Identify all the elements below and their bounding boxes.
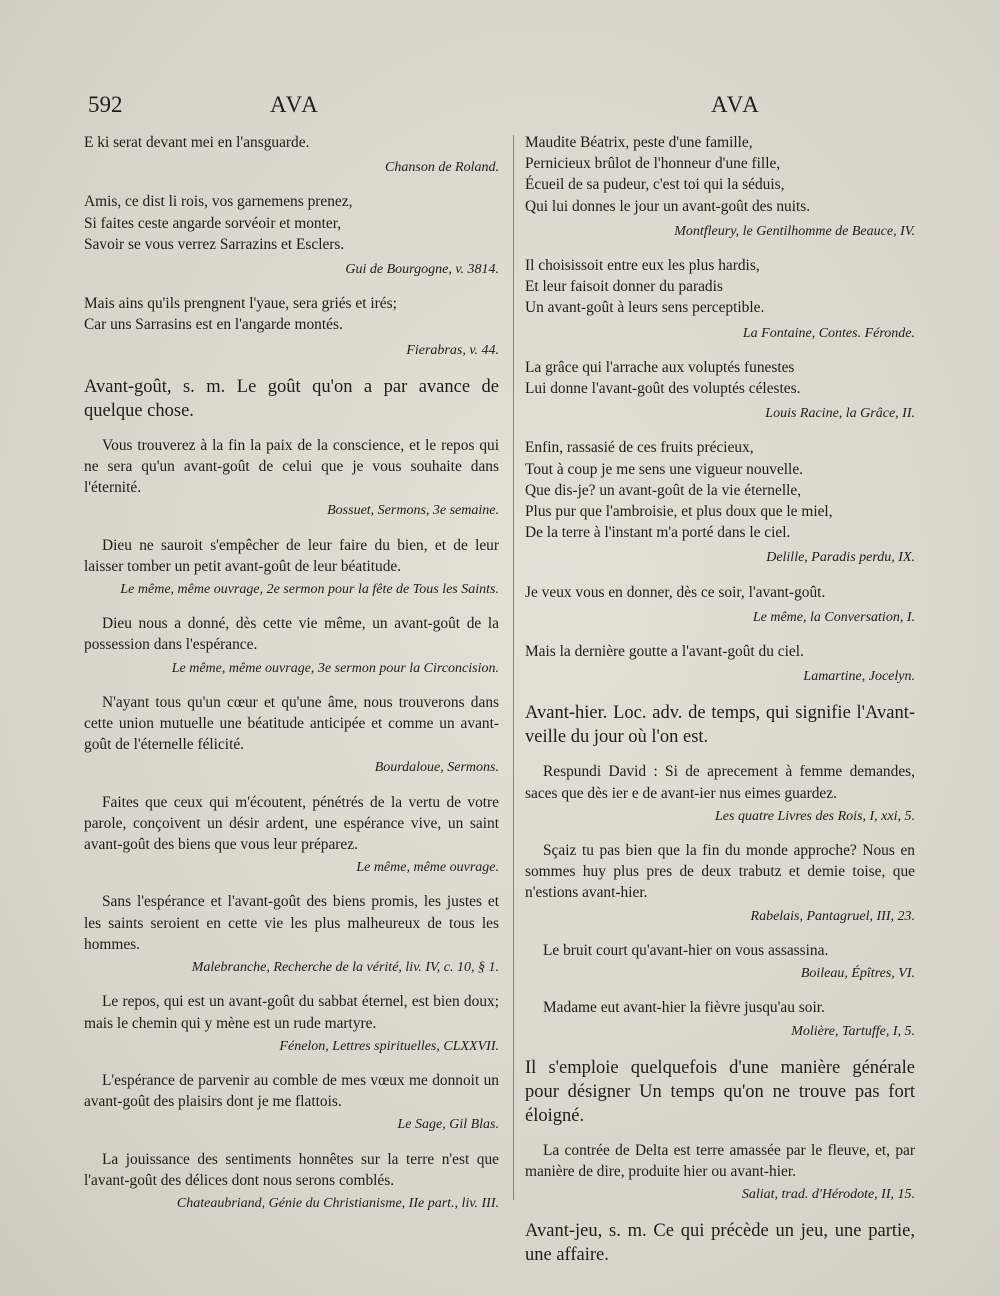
prose-quotation: L'espérance de parvenir au comble de mes vœux me donnoit un avant-goût des plaisirs dont je me flattois.	[84, 1071, 499, 1111]
verse-line: Je veux vous en donner, dès ce soir, l'avant-goût.	[525, 583, 826, 601]
verse-quotation	[84, 293, 499, 335]
citation-source: Le même, la Conversation, I.	[752, 609, 915, 625]
citation-source: Saliat, trad. d'Hérodote, II, 15.	[741, 1187, 915, 1203]
entry-heading: Avant-goût, s. m. Le goût qu'on a par avance de quelque chose.	[84, 376, 499, 421]
citation-source: Louis Racine, la Grâce, II.	[765, 406, 915, 422]
verse-quotation	[525, 255, 915, 319]
prose-quotation: Madame eut avant-hier la fièvre jusqu'au soir.	[543, 999, 825, 1017]
prose-quotation: Respundi David : Si de aprecement à femme demandes, saces que dès ier e de avant-ier nus eimes guardez.	[525, 763, 915, 802]
page-number: 592	[88, 92, 123, 117]
verse-line: Qui lui donnes le jour un avant-goût des nuits.	[525, 197, 811, 215]
citation-source: Le même, même ouvrage, 2e sermon pour la fête de Tous les Saints.	[120, 582, 499, 598]
verse-line: De la terre à l'instant m'a porté dans le ciel.	[525, 524, 791, 542]
verse-quotation	[525, 641, 915, 662]
verse-line: Savoir se vous verrez Sarrazins et Esclers.	[84, 235, 345, 253]
prose-quotation: Le repos, qui est un avant-goût du sabbat éternel, est bien doux; mais le chemin qui y mène est un rude martyre.	[84, 993, 499, 1032]
verse-quotation	[525, 582, 915, 603]
prose-quotation: Dieu nous a donné, dès cette vie même, un avant-goût de la possession dans l'espérance.	[84, 615, 499, 654]
citation-source: Malebranche, Recherche de la vérité, liv. IV, c. 10, § 1.	[191, 960, 499, 976]
verse-line: Amis, ce dist li rois, vos garnemens prenez,	[84, 193, 353, 211]
verse-line: Mais la dernière goutte a l'avant-goût du ciel.	[525, 643, 804, 661]
citation-source: Montfleury, le Gentilhomme de Beauce, IV.	[674, 223, 915, 239]
verse-line: Mais ains qu'ils prengnent l'yaue, sera griés et irés;	[84, 295, 397, 313]
verse-line: Si faites ceste angarde sorvéoir et monter,	[84, 214, 342, 232]
verse-line: Un avant-goût à leurs sens perceptible.	[525, 299, 765, 317]
citation-source: La Fontaine, Contes. Féronde.	[742, 325, 915, 341]
prose-quotation: Sans l'espérance et l'avant-goût des biens promis, les justes et les saints seroient en cette vie les plus malheureux de tous les hommes.	[84, 893, 499, 953]
verse-line: Lui donne l'avant-goût des voluptés célestes.	[525, 380, 801, 398]
citation-source: Bourdaloue, Sermons.	[374, 760, 499, 776]
citation-source: Delille, Paradis perdu, IX.	[766, 550, 915, 566]
verse-line: Tout à coup je me sens une vigueur nouvelle.	[525, 460, 804, 478]
verse-quotation	[84, 191, 499, 255]
verse-quotation	[84, 132, 499, 153]
citation-source: Gui de Bourgogne, v. 3814.	[345, 262, 499, 278]
prose-quotation: La contrée de Delta est terre amassée par le fleuve, et, par manière de dire, produite hier ou avant-hier.	[525, 1141, 915, 1180]
citation-source: Bossuet, Sermons, 3e semaine.	[327, 503, 499, 519]
prose-quotation: N'ayant tous qu'un cœur et qu'une âme, nous trouverons dans cette union mutuelle une béatitude anticipée et comme un avant-goût de l'éternelle félicité.	[84, 693, 499, 754]
citation-source: Chateaubriand, Génie du Christianisme, IIe part., liv. III.	[176, 1195, 499, 1211]
citation-source: Molière, Tartuffe, I, 5.	[791, 1023, 915, 1039]
verse-line: E ki serat devant mei en l'ansguarde.	[84, 134, 310, 151]
prose-quotation: La jouissance des sentiments honnêtes sur la terre n'est que l'avant-goût des délices dont nous serons comblés.	[84, 1150, 499, 1189]
page-header	[88, 92, 908, 122]
verse-line: Pernicieux brûlot de l'honneur d'une fille,	[525, 155, 781, 173]
citation-source: Fierabras, v. 44.	[406, 342, 499, 358]
citation-source: Rabelais, Pantagruel, III, 23.	[750, 908, 915, 924]
running-head-left: AVA	[270, 92, 320, 117]
citation-source: Lamartine, Jocelyn.	[803, 669, 915, 685]
verse-line: Et leur faisoit donner du paradis	[525, 278, 723, 296]
verse-line: Car uns Sarrasins est en l'angarde montés.	[84, 316, 343, 334]
right-column	[525, 132, 915, 1279]
prose-quotation: Vous trouverez à la fin la paix de la conscience, et le repos qui ne sera qu'un avant-goût de celui que je vous souhaite dans l'éternité.	[84, 436, 499, 497]
verse-quotation	[525, 437, 915, 543]
citation-source: Le même, même ouvrage, 3e sermon pour la Circoncision.	[171, 660, 499, 676]
prose-quotation: Sçaiz tu pas bien que la fin du monde approche? Nous en sommes huy plus pres de deux trabutz et demie toise, que n'estions avant-hier.	[525, 842, 915, 902]
verse-quotation	[525, 357, 915, 399]
verse-line: Plus pur que l'ambroisie, et plus doux que le miel,	[525, 503, 833, 521]
running-head-right: AVA	[711, 92, 761, 117]
verse-line: Il choisissoit entre eux les plus hardis,	[525, 257, 760, 275]
verse-quotation	[525, 132, 915, 217]
left-column	[84, 132, 499, 1227]
prose-quotation: Dieu ne sauroit s'empêcher de leur faire du bien, et de leur laisser tomber un petit avant-goût de leur béatitude.	[84, 536, 499, 575]
column-divider	[513, 135, 514, 1200]
citation-source: Fénelon, Lettres spirituelles, CLXXVII.	[279, 1038, 499, 1054]
citation-source: Chanson de Roland.	[385, 160, 499, 176]
prose-quotation: Le bruit court qu'avant-hier on vous assassina.	[543, 941, 829, 959]
entry-heading: Avant-jeu, s. m. Ce qui précède un jeu, une partie, une affaire.	[525, 1221, 915, 1266]
verse-line: Enfin, rassasié de ces fruits précieux,	[525, 439, 754, 457]
entry-heading: Il s'emploie quelquefois d'une manière générale pour désigner Un temps qu'on ne trouve pas fort éloigné.	[525, 1057, 915, 1126]
citation-source: Boileau, Épîtres, VI.	[800, 966, 915, 982]
citation-source: Le même, même ouvrage.	[356, 860, 499, 876]
entry-heading: Avant-hier. Loc. adv. de temps, qui signifie l'Avant-veille du jour où l'on est.	[525, 703, 915, 748]
citation-source: Le Sage, Gil Blas.	[397, 1117, 499, 1133]
verse-line: Maudite Béatrix, peste d'une famille,	[525, 134, 753, 151]
prose-quotation: Faites que ceux qui m'écoutent, pénétrés de la vertu de votre parole, conçoivent un désir ardent, une espérance vive, un saint avant-goût des biens que vous leur préparez.	[84, 793, 499, 854]
verse-line: Que dis-je? un avant-goût de la vie éternelle,	[525, 481, 802, 499]
verse-line: Écueil de sa pudeur, c'est toi qui la séduis,	[525, 176, 785, 194]
citation-source: Les quatre Livres des Rois, I, xxi, 5.	[715, 808, 915, 824]
verse-line: La grâce qui l'arrache aux voluptés funestes	[525, 358, 795, 376]
